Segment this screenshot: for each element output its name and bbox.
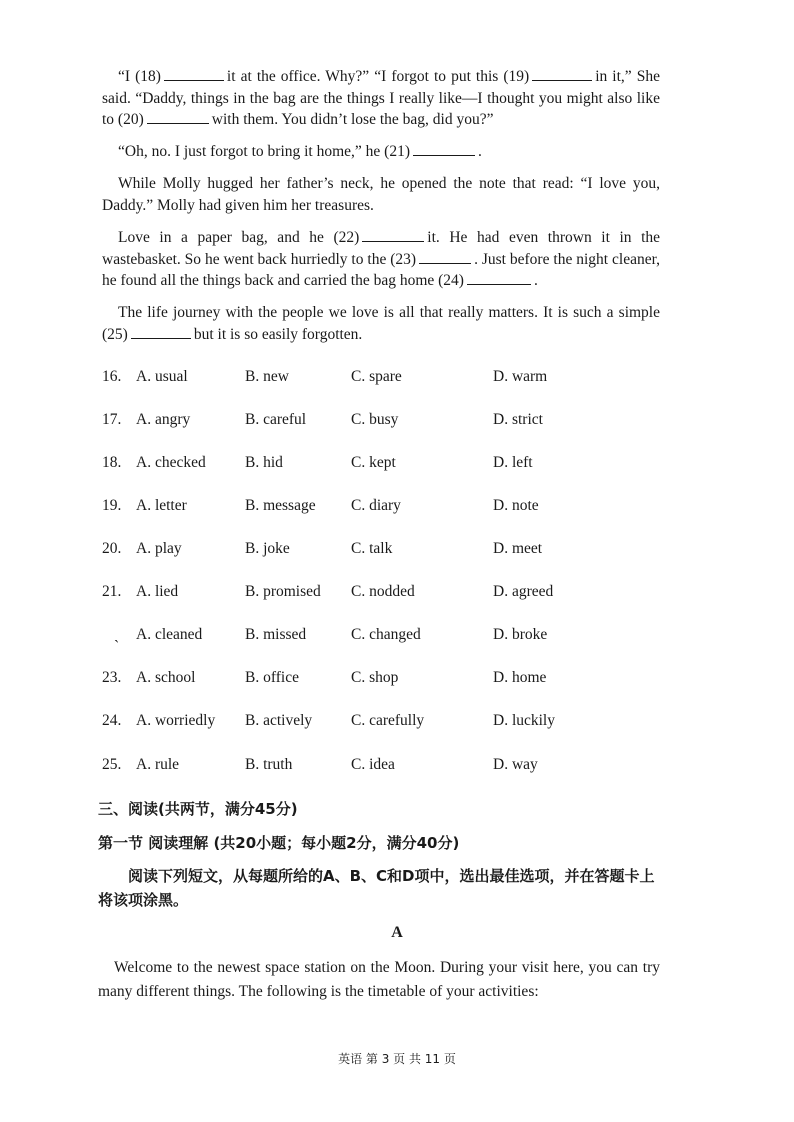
blank-23 xyxy=(419,249,471,264)
text-run: in it,” She said. “Daddy, things in the bag are the things I really like—I thought you might also like to (20) xyxy=(102,68,660,128)
blank-18 xyxy=(164,66,224,81)
text-run: with them. You didn’t lose the bag, did you?” xyxy=(211,111,494,128)
question-24 xyxy=(102,712,662,734)
option-a: A. usual xyxy=(136,368,188,385)
question-23 xyxy=(102,669,662,691)
question-number: 21. xyxy=(102,583,122,600)
blank-25 xyxy=(131,324,191,339)
option-a: A. letter xyxy=(136,497,187,514)
section-instruction: 阅读下列短文，从每题所给的A、B、C和D项中，选出最佳选项，并在答题卡上将该项涂黑。 xyxy=(98,867,655,909)
option-c: C. talk xyxy=(351,540,393,557)
question-number: 23. xyxy=(102,669,122,686)
option-d: D. home xyxy=(493,669,547,686)
passage-paragraph-4 xyxy=(102,227,660,292)
option-c: C. busy xyxy=(351,411,399,428)
option-a: A. school xyxy=(136,669,196,686)
option-b: B. joke xyxy=(245,540,290,557)
option-c: C. kept xyxy=(351,454,396,471)
question-18 xyxy=(102,454,662,476)
question-number: 19. xyxy=(102,497,122,514)
option-b: B. message xyxy=(245,497,316,514)
text-run: “I (18) xyxy=(118,68,161,85)
blank-21 xyxy=(413,141,475,156)
question-number: 17. xyxy=(102,411,122,428)
option-b: B. actively xyxy=(245,712,313,729)
option-d: D. note xyxy=(493,497,539,514)
text-run: but it is so easily forgotten. xyxy=(193,325,363,343)
option-a: A. cleaned xyxy=(136,626,203,643)
option-a: A. rule xyxy=(136,756,180,773)
page-footer: 英语 第 3 页 共 11 页 xyxy=(338,1052,456,1066)
blank-24 xyxy=(467,270,531,285)
option-a: A. play xyxy=(136,540,182,557)
question-number: 25. xyxy=(102,756,122,773)
question-20 xyxy=(102,540,662,562)
passage-paragraph-5 xyxy=(102,302,660,345)
passage-paragraph-3: While Molly hugged her father’s neck, he opened the note that read: “I love you, Daddy.” Molly had given him her treasures. xyxy=(102,175,660,214)
option-c: C. changed xyxy=(351,626,421,643)
question-number: 20. xyxy=(102,540,122,557)
text-run: it at the office. Why?” “I forgot to put this (19) xyxy=(226,68,530,85)
question-16 xyxy=(102,368,662,390)
text-run: . xyxy=(478,143,482,160)
question-25 xyxy=(102,756,662,778)
option-a: A. worriedly xyxy=(136,712,216,729)
question-22 xyxy=(102,626,662,648)
question-number: 18. xyxy=(102,454,122,471)
text-run: . Just before the night cleaner, he found all the things back and carried the bag home (24) xyxy=(102,250,660,289)
text-run: it. He had even thrown it in the wastebasket. So he went back hurriedly to the (23) xyxy=(102,229,661,268)
question-21 xyxy=(102,583,662,605)
blank-19 xyxy=(532,66,592,81)
option-d: D. meet xyxy=(493,540,543,557)
option-c: C. nodded xyxy=(351,583,415,600)
option-d: D. luckily xyxy=(493,712,555,729)
blank-20 xyxy=(147,109,209,124)
question-number: ˎ xyxy=(114,626,120,643)
option-b: B. office xyxy=(245,669,299,686)
option-b: B. promised xyxy=(245,583,321,600)
option-d: D. left xyxy=(493,454,533,471)
question-number: 24. xyxy=(102,712,122,729)
passage-paragraph-2 xyxy=(102,141,660,163)
option-d: D. agreed xyxy=(493,583,554,600)
option-d: D. broke xyxy=(493,626,548,643)
passage-paragraph-1 xyxy=(102,66,660,131)
section-heading: 三、阅读(共两节，满分45分) xyxy=(98,800,298,818)
option-b: B. truth xyxy=(245,756,293,773)
option-c: C. idea xyxy=(351,756,395,773)
question-17 xyxy=(102,411,662,433)
option-a: A. angry xyxy=(136,411,191,428)
option-d: D. way xyxy=(493,756,538,773)
option-b: B. new xyxy=(245,368,289,385)
question-number: 16. xyxy=(102,368,122,385)
section-sub-heading: 第一节 阅读理解 (共20小题；每小题2分，满分40分) xyxy=(98,834,460,852)
text-run: The life journey with the people we love is all that really matters. It is such a simple (25) xyxy=(102,304,660,343)
option-c: C. spare xyxy=(351,368,402,385)
question-19 xyxy=(102,497,662,519)
option-d: D. strict xyxy=(493,411,543,428)
option-b: B. careful xyxy=(245,411,307,428)
text-run: “Oh, no. I just forgot to bring it home,” he (21) xyxy=(118,143,411,160)
blank-22 xyxy=(362,227,424,242)
option-c: C. diary xyxy=(351,497,401,514)
option-b: B. missed xyxy=(245,626,307,643)
passage-label: A xyxy=(391,924,403,941)
text-run: . xyxy=(533,272,538,289)
option-c: C. carefully xyxy=(351,712,425,729)
option-a: A. checked xyxy=(136,454,206,471)
passage-a-intro: Welcome to the newest space station on the Moon. During your visit here, you can try many different things. The following is the timetable of your activities: xyxy=(98,959,660,1000)
text-run: Love in a paper bag, and he (22) xyxy=(118,229,360,246)
option-d: D. warm xyxy=(493,368,548,385)
option-a: A. lied xyxy=(136,583,179,600)
option-b: B. hid xyxy=(245,454,283,471)
option-c: C. shop xyxy=(351,669,399,686)
